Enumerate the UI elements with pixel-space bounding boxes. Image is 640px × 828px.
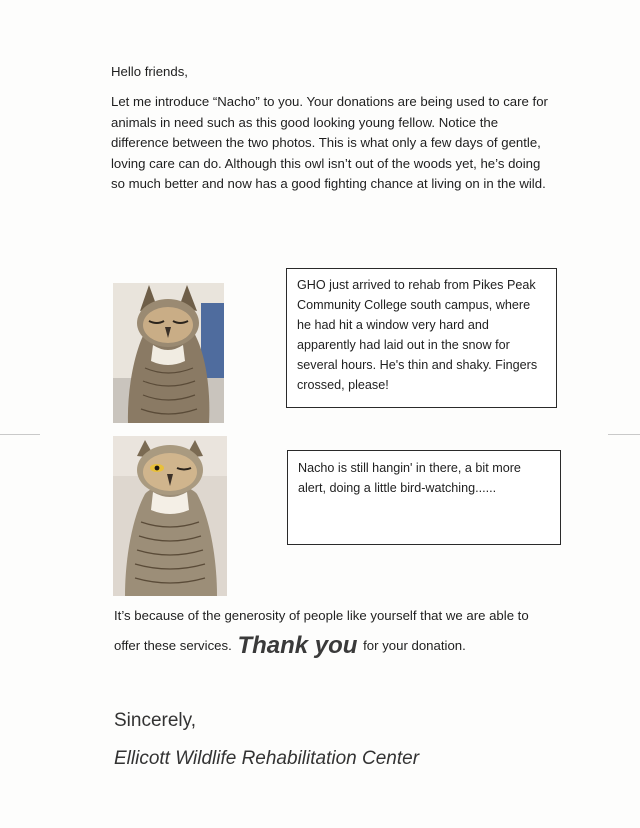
owl-photo-recovering (113, 436, 227, 596)
closing-line-1: It’s because of the generosity of people like yourself that we are able to (114, 608, 529, 623)
fold-line-right (608, 434, 640, 435)
thank-you-emphasis: Thank you (237, 632, 358, 659)
closing-line-2 (114, 632, 466, 660)
caption-box-arrival (286, 268, 557, 408)
closing-text-before: offer these services. (114, 638, 232, 653)
closing-text-after: for your donation. (363, 638, 466, 653)
fold-line-left (0, 434, 40, 435)
caption-recovering-text: Nacho is still hangin' in there, a bit more alert, doing a little bird-watching...... (298, 461, 521, 495)
owl-photo-arrival (113, 283, 224, 423)
caption-box-recovering (287, 450, 561, 545)
sign-off: Sincerely, (114, 710, 197, 731)
greeting: Hello friends, (111, 64, 188, 79)
intro-paragraph: Let me introduce “Nacho” to you. Your donations are being used to care for animals in need such as this good looking young fellow. Notice the difference between the two photos. This is what only a few days of gentle, loving care can do. Although this owl isn’t out of the woods yet, he’s doing so much better and now has a good fighting chance at living on in the wild. (111, 94, 548, 191)
organization-name: Ellicott Wildlife Rehabilitation Center (114, 748, 420, 769)
caption-arrival-text: GHO just arrived to rehab from Pikes Peak Community College south campus, where he had hit a window very hard and apparently had laid out in the snow for several hours. He's thin and shaky. Fingers crossed, please! (297, 278, 538, 392)
